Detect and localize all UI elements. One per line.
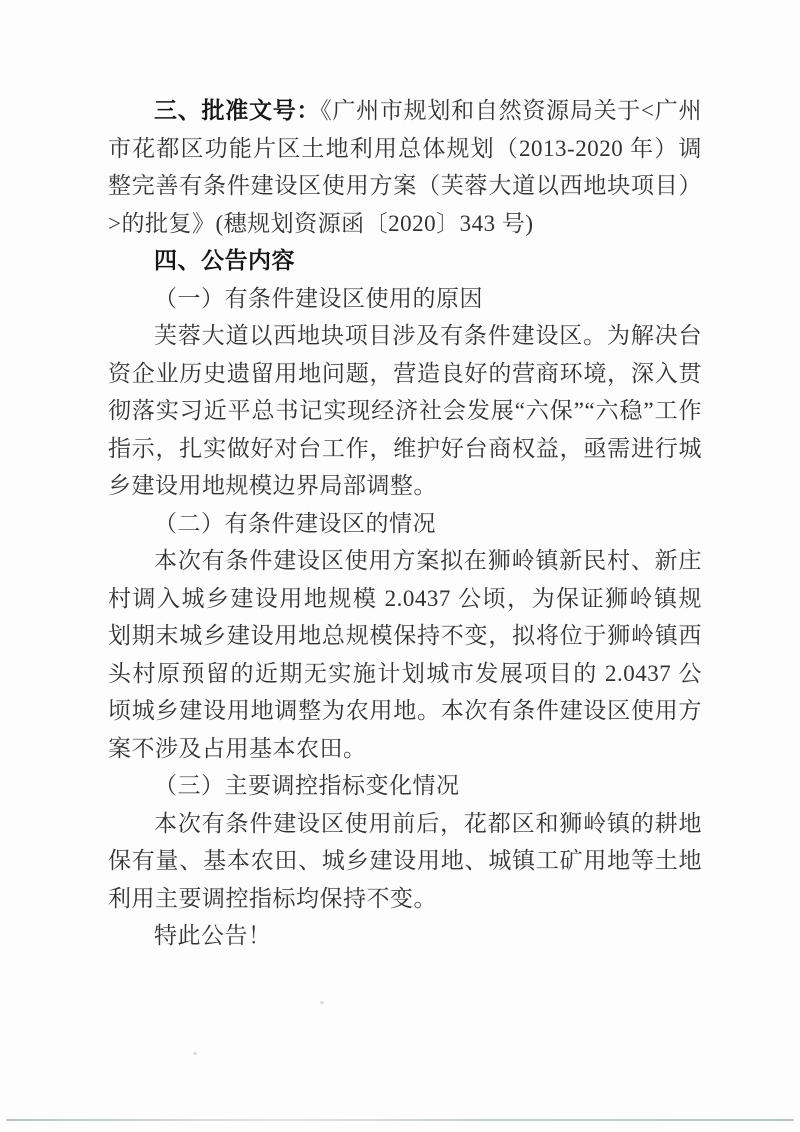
- para-indicator-changes: 本次有条件建设区使用前后，花都区和狮岭镇的耕地保有量、基本农田、城乡建设用地、城镇工矿用地等土地利用主要调控指标均保持不变。: [108, 810, 702, 911]
- scan-speck: [320, 1001, 324, 1004]
- para-hereby-announced: 特此公告！: [154, 923, 272, 948]
- approval-number-text: 《广州市规划和自然资源局关于<广州市花都区功能片区土地利用总体规划（2013-2020 年）调整完善有条件建设区使用方案（芙蓉大道以西地块项目）>的批复》(穗规划资源函〔2020〕343 号): [108, 98, 702, 236]
- subheading-reason: （一）有条件建设区使用的原因: [154, 285, 483, 311]
- document-body: [108, 92, 702, 955]
- para-reason: 芙蓉大道以西地块项目涉及有条件建设区。为解决台资企业历史遗留用地问题，营造良好的营商环境，深入贯彻落实习近平总书记实现经济社会发展“六保”“六稳”工作指示，扎实做好对台工作，维护好台商权益，亟需进行城乡建设用地规模边界局部调整。: [108, 323, 702, 498]
- scan-edge-line: [6, 1119, 794, 1121]
- para-situation: 本次有条件建设区使用方案拟在狮岭镇新民村、新庄村调入城乡建设用地规模 2.0437 公顷，为保证狮岭镇规划期末城乡建设用地总规模保持不变，拟将位于狮岭镇西头村原预留的近期无实施计划城市发展项目的 2.0437 公顷城乡建设用地调整为农用地。本次有条件建设区使用方案不涉及占用基本农田。: [108, 548, 702, 761]
- approval-number-label: 三、批准文号：: [154, 98, 321, 123]
- subheading-situation: （二）有条件建设区的情况: [154, 510, 436, 536]
- subheading-indicator-changes: （三）主要调控指标变化情况: [154, 773, 460, 798]
- scan-speck: [193, 1052, 197, 1055]
- para-approval-number: [108, 92, 702, 242]
- heading-announcement-content: 四、公告内容: [154, 248, 295, 273]
